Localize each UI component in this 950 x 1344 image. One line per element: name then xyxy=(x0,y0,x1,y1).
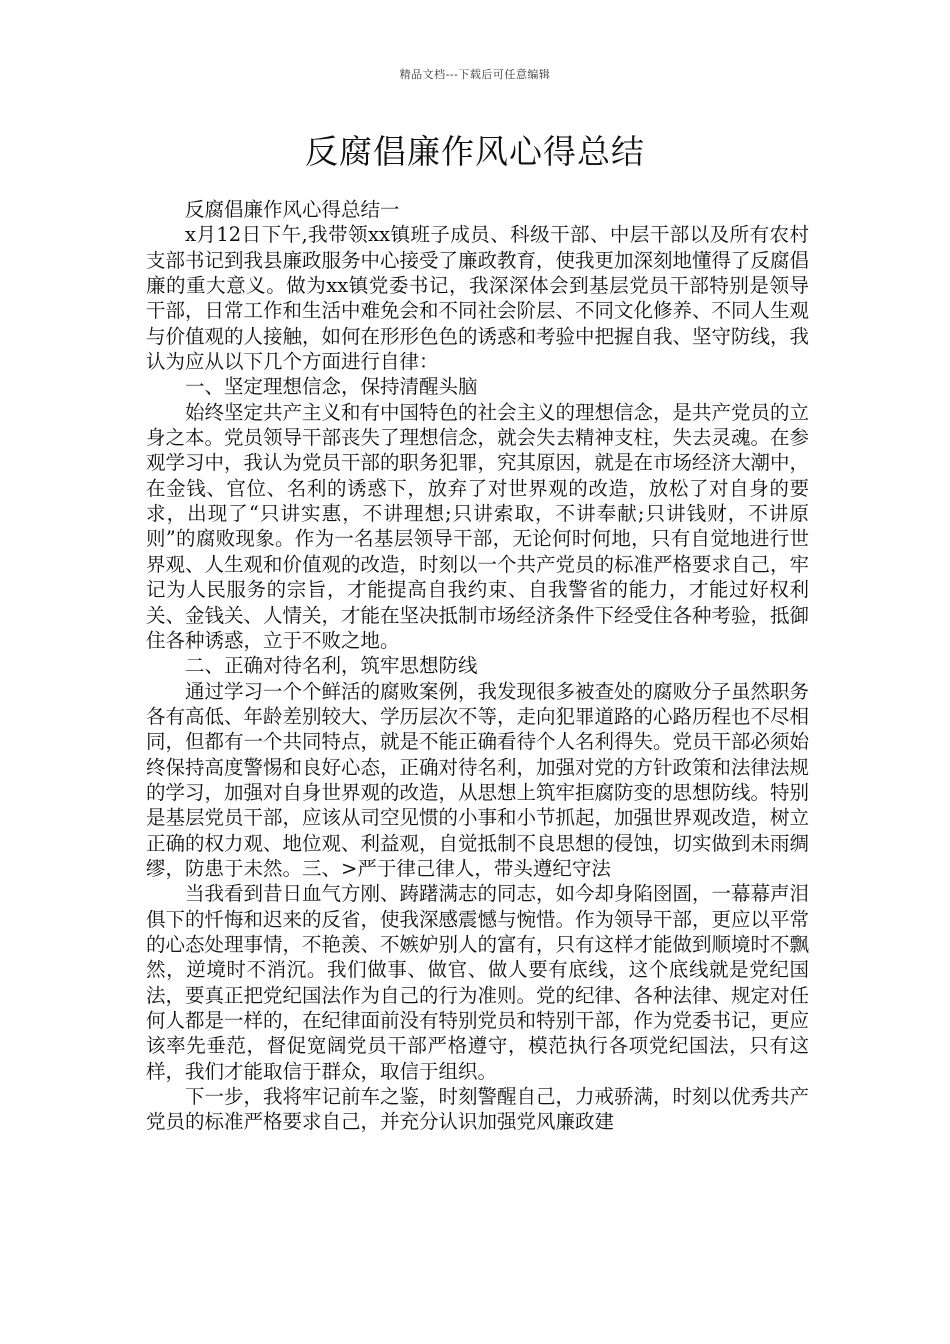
body-paragraph: 下一步，我将牢记前车之鉴，时刻警醒自己，力戒骄满，时刻以优秀共产党员的标准严格要求自己，并充分认识加强党风廉政建 xyxy=(146,1085,810,1134)
document-body xyxy=(146,197,809,1135)
body-paragraph: 当我看到昔日血气方刚、踌躇满志的同志，如今却身陷囹圄，一幕幕声泪俱下的忏悔和迟来的反省，使我深感震憾与惋惜。作为领导干部，更应以平常的心态处理事情，不艳羡、不嫉妒别人的富有，只有这样才能做到顺境时不飘然，逆境时不消沉。我们做事、做官、做人要有底线，这个底线就是党纪国法，要真正把党纪国法作为自己的行为准则。党的纪律、各种法律、规定对任何人都是一样的，在纪律面前没有特别党员和特别干部，作为党委书记，更应该率先垂范，督促宽阔党员干部严格遵守，模范执行各项党纪国法，只有这样，我们才能取信于群众，取信于组织。 xyxy=(146,882,810,1083)
section-heading: 二、正确对待名利，筑牢思想防线 xyxy=(185,654,478,678)
body-paragraph: x月12日下午,我带领xx镇班子成员、科级干部、中层干部以及所有农村支部书记到我县廉政服务中心接受了廉政教育，使我更加深刻地懂得了反腐倡廉的重大意义。做为xx镇党委书记，我深深体会到基层党员干部特别是领导干部，日常工作和生活中难免会和不同社会阶层、不同文化修养、不同人生观与价值观的人接触，如何在形形色色的诱惑和考验中把握自我、坚守防线，我认为应从以下几个方面进行自律： xyxy=(146,223,810,374)
header-note: 精品文档---下载后可任意编辑 xyxy=(399,68,551,81)
section-heading: 一、坚定理想信念，保持清醒头脑 xyxy=(185,375,478,399)
section-heading: 反腐倡廉作风心得总结一 xyxy=(185,198,400,221)
body-paragraph: 通过学习一个个鲜活的腐败案例，我发现很多被查处的腐败分子虽然职务各有高低、年龄差别较大、学历层次不等，走向犯罪道路的心路历程也不尽相同，但都有一个共同特点，就是不能正确看待个人名利得失。党员干部必须始终保持高度警惕和良好心态，正确对待名利，加强对党的方针政策和法律法规的学习，加强对自身世界观的改造，从思想上筑牢拒腐防变的思想防线。特别是基层党员干部，应该从司空见惯的小事和小节抓起，加强世界观改造，树立正确的权力观、地位观、利益观，自觉抵制不良思想的侵蚀，切实做到未雨绸缪，防患于未然。三、>严于律己律人，带头遵纪守法 xyxy=(146,679,810,880)
body-paragraph: 始终坚定共产主义和有中国特色的社会主义的理想信念，是共产党员的立身之本。党员领导干部丧失了理想信念，就会失去精神支柱，失去灵魂。在参观学习中，我认为党员干部的职务犯罪，究其原因，就是在市场经济大潮中，在金钱、官位、名利的诱惑下，放弃了对世界观的改造，放松了对自身的要求，出现了“只讲实惠，不讲理想;只讲索取，不讲奉献;只讲钱财，不讲原则”的腐败现象。作为一名基层领导干部，无论何时何地，只有自觉地进行世界观、人生观和价值观的改造，时刻以一个共产党员的标准严格要求自己，牢记为人民服务的宗旨，才能提高自我约束、自我警省的能力，才能过好权利关、金钱关、人情关，才能在坚决抵制市场经济条件下经受住各种考验，抵御住各种诱惑，立于不败之地。 xyxy=(146,400,810,652)
document-title: 反腐倡廉作风心得总结 xyxy=(305,132,645,171)
